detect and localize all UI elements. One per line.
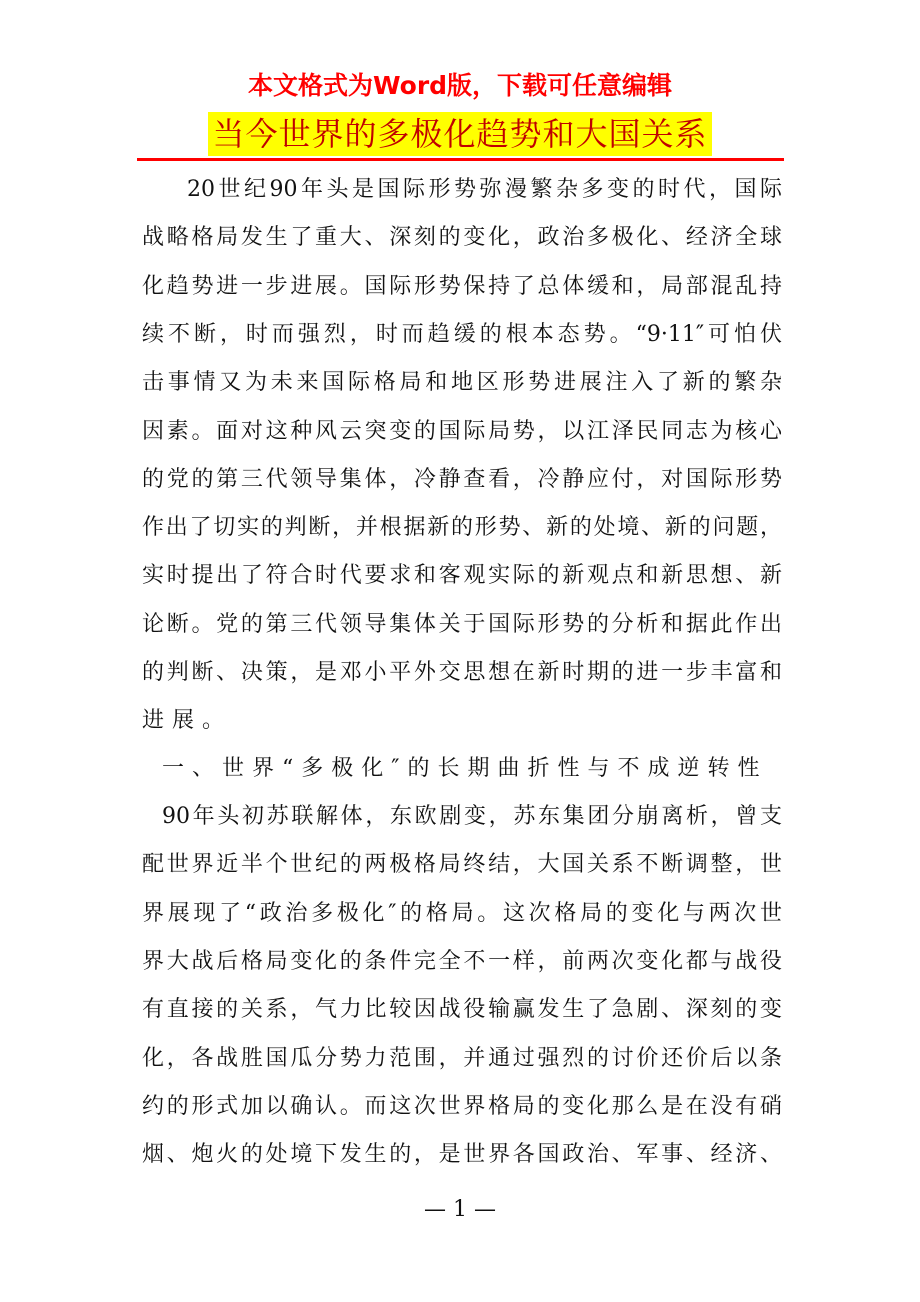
section-heading: 一、世界“多极化″的长期曲折性与不成逆转性 xyxy=(162,756,768,781)
paragraph-2-line: 界展现了“政治多极化″的格局。这次格局的变化与两次世 xyxy=(142,900,782,926)
page-number: — 1 — xyxy=(424,1197,496,1222)
paragraph-1-line: 实时提出了符合时代要求和客观实际的新观点和新思想、新 xyxy=(142,563,782,589)
paragraph-1-line: 进展。 xyxy=(142,708,233,734)
paragraph-1-line: 的判断、决策，是邓小平外交思想在新时期的进一步丰富和 xyxy=(142,660,782,685)
title-container xyxy=(0,112,920,156)
document-title: 当今世界的多极化趋势和大国关系 xyxy=(208,112,711,156)
paragraph-1-line: 的党的第三代领导集体，冷静查看，冷静应付，对国际形势 xyxy=(142,466,782,492)
paragraph-2-line: 烟、炮火的处境下发生的，是世界各国政治、军事、经济、 xyxy=(142,1142,782,1168)
paragraph-1-line: 论断。党的第三代领导集体关于国际形势的分析和据此作出 xyxy=(142,611,782,637)
paragraph-2-line: 90年头初苏联解体，东欧剧变，苏东集团分崩离析，曾支 xyxy=(162,804,782,829)
paragraph-1-line: 20世纪90年头是国际形势弥漫繁杂多变的时代，国际 xyxy=(187,177,782,202)
paragraph-2-line: 有直接的关系，气力比较因战役输赢发生了急剧、深刻的变 xyxy=(142,997,782,1023)
paragraph-2-line: 化，各战胜国瓜分势力范围，并通过强烈的讨价还价后以条 xyxy=(142,1045,782,1071)
paragraph-1-line: 作出了切实的判断，并根据新的形势、新的处境、新的问题， xyxy=(142,515,782,541)
paragraph-1-line: 因素。面对这种风云突变的国际局势，以江泽民同志为核心 xyxy=(142,418,782,444)
paragraph-2-line: 配世界近半个世纪的两极格局终结，大国关系不断调整，世 xyxy=(142,852,782,878)
paragraph-1-line: 化趋势进一步进展。国际形势保持了总体缓和，局部混乱持 xyxy=(142,273,782,299)
paragraph-2-line: 界大战后格局变化的条件完全不一样，前两次变化都与战役 xyxy=(142,948,782,974)
paragraph-1-line: 续不断，时而强烈，时而趋缓的根本态势。“9·11″可怕伏 xyxy=(142,321,782,347)
title-divider xyxy=(137,158,784,161)
paragraph-1-line: 战略格局发生了重大、深刻的变化，政治多极化、经济全球 xyxy=(142,225,782,251)
download-notice: 本文格式为Word版，下载可任意编辑 xyxy=(247,71,673,100)
paragraph-2-line: 约的形式加以确认。而这次世界格局的变化那么是在没有硝 xyxy=(142,1093,782,1119)
paragraph-1-line: 击事情又为未来国际格局和地区形势进展注入了新的繁杂 xyxy=(142,370,782,396)
